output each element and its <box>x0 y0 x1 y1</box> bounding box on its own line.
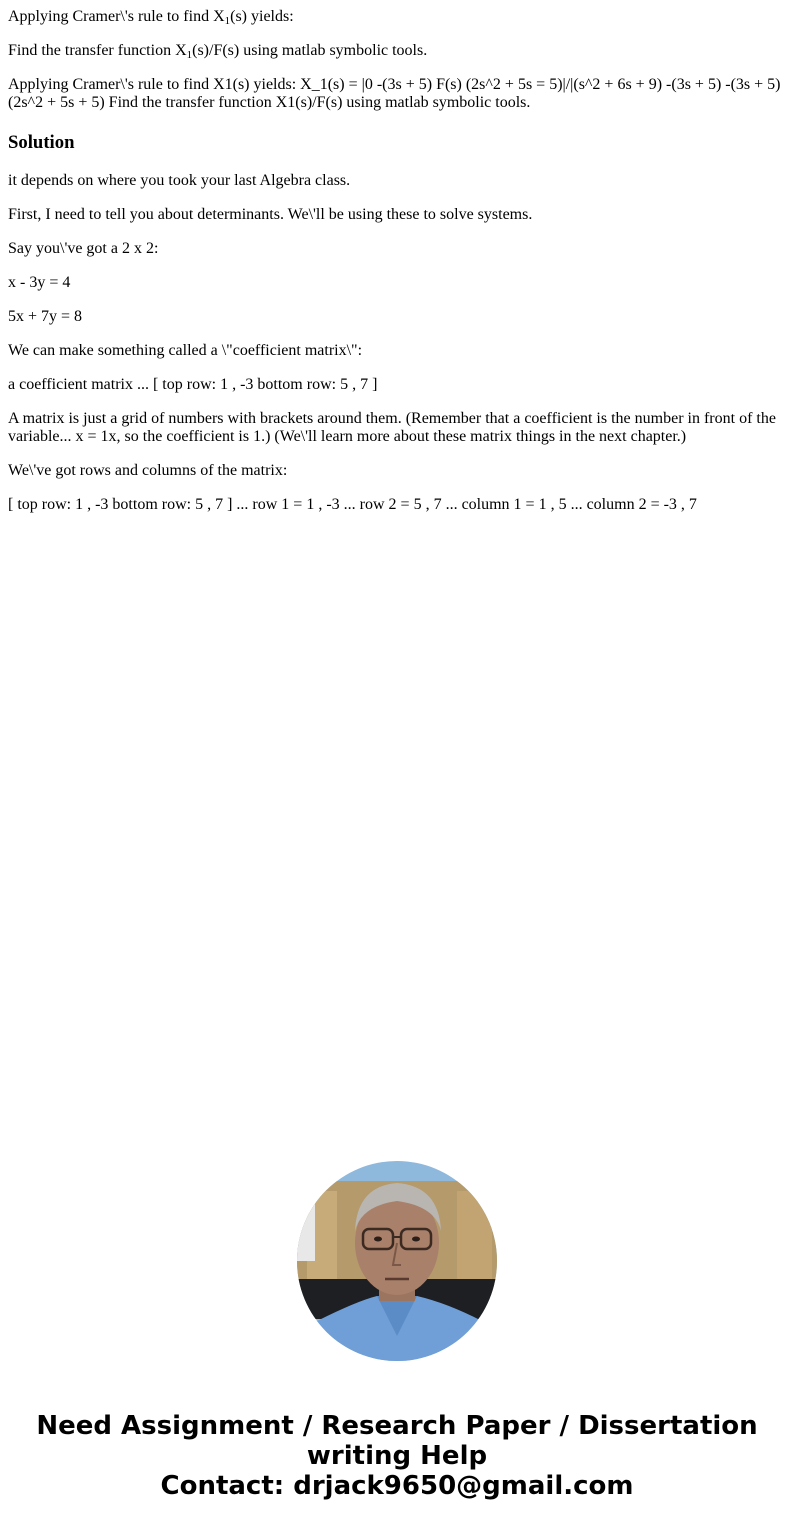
question-line-2: Find the transfer function $X_1(s)/F(s)$ using matlab symbolic tools. <box>8 42 428 61</box>
promo-banner <box>0 1411 794 1501</box>
solution-paragraph: We\'ve got rows and columns of the matrix: <box>8 462 288 479</box>
solution-paragraph: Say you\'ve got a 2 x 2: <box>8 240 159 257</box>
solution-paragraph: it depends on where you took your last Algebra class. <box>8 172 351 189</box>
solution-heading: Solution <box>8 132 75 153</box>
solution-paragraph: We can make something called a \"coefficient matrix\": <box>8 342 363 359</box>
solution-paragraph: [ top row: 1 , -3 bottom row: 5 , 7 ] ... row 1 = 1 , -3 ... row 2 = 5 , 7 ... column 1 = 1 , 5 ... column 2 = -3 , 7 <box>8 496 697 513</box>
promo-line-2: writing Help <box>306 1441 488 1471</box>
avatar <box>297 1161 497 1361</box>
solution-paragraph: a coefficient matrix ... [ top row: 1 , -3 bottom row: 5 , 7 ] <box>8 376 378 393</box>
promo-line-1: Need Assignment / Research Paper / Dissertation <box>36 1411 758 1441</box>
solution-paragraph: First, I need to tell you about determinants. We\'ll be using these to solve systems. <box>8 206 533 223</box>
person-photo-icon <box>297 1161 497 1361</box>
question-line-1: Applying Cramer\'s rule to find $X_1(s)$ yields: <box>8 8 294 27</box>
promo-contact: Contact: drjack9650@gmail.com <box>160 1471 634 1501</box>
solution-paragraph: A matrix is just a grid of numbers with brackets around them. (Remember that a coefficient is the number in front of the variable... x = 1x, so the coefficient is 1.) (We\'ll learn more about these matrix things in the next chapter.) <box>8 410 776 445</box>
document-body <box>0 8 794 514</box>
question-line-3: Applying Cramer\'s rule to find X1(s) yields: X_1(s) = |0 -(3s + 5) F(s) (2s^2 + 5s = 5)|/|(s^2 + 6s + 9) -(3s + 5) -(3s + 5) (2s^2 + 5s + 5) Find the transfer function X1(s)/F(s) using matlab symbolic tools. <box>8 76 781 111</box>
equation-line: x - 3y = 4 <box>8 274 71 291</box>
equation-line: 5x + 7y = 8 <box>8 308 83 325</box>
